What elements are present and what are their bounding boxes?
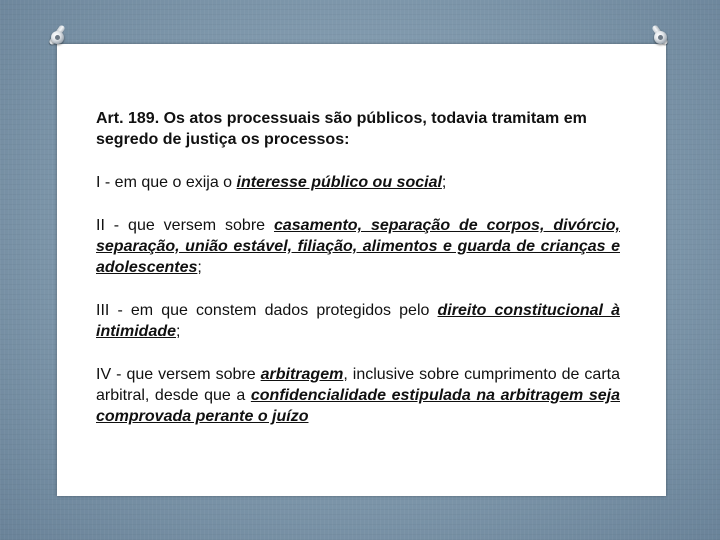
item-text: ;	[176, 323, 181, 340]
article-item-i	[96, 172, 620, 193]
item-emphasis: direito constitucional à intimidade	[96, 302, 620, 340]
article-title: Art. 189. Os atos processuais são públicos, todavia tramitam em segredo de justiça os processos:	[96, 110, 587, 148]
item-text: ;	[197, 259, 202, 276]
item-text: IV - que versem sobre	[96, 366, 261, 383]
article-item-iv	[96, 364, 620, 427]
item-emphasis: confidencialidade estipulada na arbitragem seja comprovada perante o juízo	[96, 387, 620, 425]
item-text: II - que versem sobre	[96, 217, 274, 234]
article-item-ii	[96, 215, 620, 278]
item-text: III - em que constem dados protegidos pelo	[96, 302, 438, 319]
item-text: I - em que o exija o	[96, 174, 237, 191]
item-emphasis: casamento, separação de corpos, divórcio, separação, união estável, filiação, alimentos e guarda de crianças e adolescentes	[96, 217, 620, 276]
document-body	[96, 108, 620, 427]
article-item-iii	[96, 300, 620, 342]
item-text: ;	[441, 174, 447, 191]
binder-ring-right-icon	[654, 31, 667, 44]
item-emphasis: arbitragem	[260, 366, 344, 383]
item-emphasis: interesse público ou social	[236, 174, 442, 191]
item-text: , inclusive sobre cumprimento de carta arbitral, desde que a	[96, 366, 620, 404]
binder-ring-left-icon	[51, 31, 64, 44]
